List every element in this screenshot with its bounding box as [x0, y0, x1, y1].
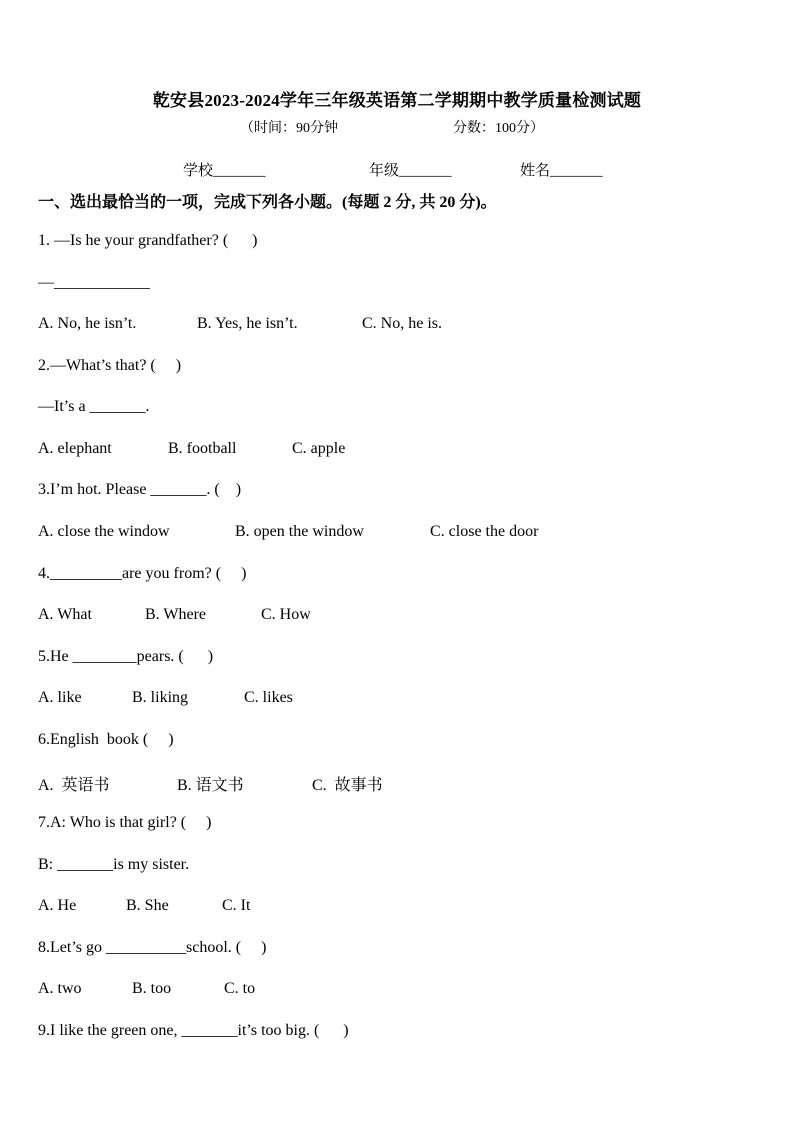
- question-stem: 9.I like the green one, _______it’s too big. ( ): [38, 1022, 349, 1039]
- option-b: B. open the window: [235, 523, 364, 540]
- exam-time: （时间：90分钟: [240, 121, 338, 136]
- question-stem: 2.—What’s that? ( ): [38, 357, 182, 374]
- option-a: A. What: [38, 606, 92, 623]
- option-c: C. to: [224, 980, 256, 997]
- option-c: C. 故事书: [312, 777, 383, 794]
- option-b: B. 语文书: [177, 777, 244, 794]
- question-stem: 1. —Is he your grandfather? ( ): [38, 232, 258, 249]
- option-a: A. close the window: [38, 523, 170, 540]
- answer-line: —It’s a _______.: [38, 398, 150, 415]
- option-a: A. elephant: [38, 440, 112, 457]
- option-c: C. close the door: [430, 523, 539, 540]
- exam-score: 分数：100分）: [453, 121, 544, 136]
- option-b: B. too: [132, 980, 172, 997]
- answer-line: —____________: [38, 274, 150, 291]
- section-heading: 一、选出最恰当的一项，完成下列各小题。(每题 2 分, 共 20 分)。: [38, 194, 497, 211]
- option-a: A. like: [38, 689, 82, 706]
- option-c: C. No, he is.: [362, 315, 442, 332]
- school-field: 学校_______: [183, 163, 266, 179]
- option-b: B. She: [126, 897, 169, 914]
- question-stem: 6.English book ( ): [38, 731, 174, 748]
- question-stem: 7.A: Who is that girl? ( ): [38, 814, 212, 831]
- grade-field: 年级_______: [369, 163, 452, 179]
- question-stem: 3.I’m hot. Please _______. ( ): [38, 481, 242, 498]
- option-a: A. 英语书: [38, 777, 110, 794]
- name-field: 姓名_______: [520, 163, 603, 179]
- option-b: B. liking: [132, 689, 189, 706]
- question-stem: 4._________are you from? ( ): [38, 565, 247, 582]
- exam-title: 乾安县2023-2024学年三年级英语第二学期期中教学质量检测试题: [152, 91, 642, 110]
- option-b: B. football: [168, 440, 237, 457]
- option-c: C. It: [222, 897, 251, 914]
- question-stem: 8.Let’s go __________school. ( ): [38, 939, 267, 956]
- option-a: A. two: [38, 980, 82, 997]
- option-b: B. Yes, he isn’t.: [197, 315, 298, 332]
- answer-line: B: _______is my sister.: [38, 856, 190, 873]
- option-c: C. apple: [292, 440, 346, 457]
- option-c: C. How: [261, 606, 311, 623]
- question-stem: 5.He ________pears. ( ): [38, 648, 214, 665]
- option-c: C. likes: [244, 689, 293, 706]
- option-b: B. Where: [145, 606, 207, 623]
- option-a: A. He: [38, 897, 77, 914]
- option-a: A. No, he isn’t.: [38, 315, 137, 332]
